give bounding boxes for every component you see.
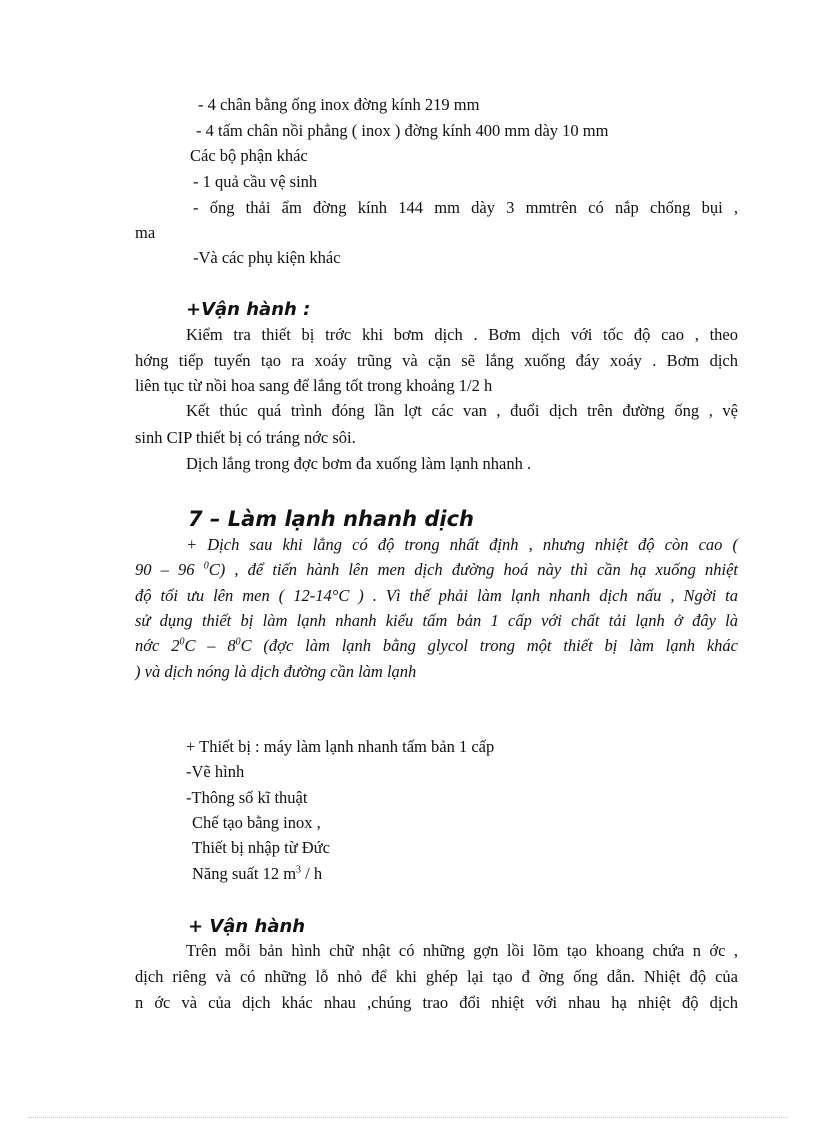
degree-sup: 0	[203, 560, 209, 572]
section7-line-2-pre: 90 – 96	[135, 560, 204, 579]
section7-line-6: ) và dịch nóng là dịch đường cần làm lạnh	[135, 662, 417, 681]
equipment-line-6	[192, 864, 322, 884]
section7-line-1: + Dịch sau khi lắng có độ trong nhất định , nhưng nhiệt độ còn cao (	[186, 535, 738, 554]
equipment-line-4: Chế tạo bằng inox ,	[192, 813, 321, 832]
equipment-line-6-post: / h	[301, 864, 323, 883]
equipment-line-2: -Vẽ hình	[186, 762, 245, 781]
operation1-line-2: hớng tiếp tuyến tạo ra xoáy trũng và cặn sẽ lắng xuống đáy xoáy . Bơm dịch	[135, 351, 738, 370]
section7-line-4: sử dụng thiết bị làm lạnh nhanh kiểu tấm bản 1 cấp với chất tải lạnh ở đây là	[135, 611, 738, 630]
operation-heading-1: +Vận hành :	[186, 299, 311, 320]
degree-sup-2: 0	[235, 636, 241, 648]
degree-sup-1: 0	[179, 636, 185, 648]
operation1-line-1: Kiểm tra thiết bị trớc khi bơm dịch . Bơm dịch với tốc độ cao , theo	[186, 325, 738, 344]
operation-heading-2: + Vận hành	[188, 916, 306, 937]
parts-line-4: - 1 quả cầu vệ sinh	[193, 172, 318, 191]
parts-line-3: Các bộ phận khác	[190, 146, 308, 165]
page-footer-rule	[28, 1117, 788, 1118]
cubic-sup: 3	[296, 864, 302, 876]
section7-line-2-post: C) , để tiến hành lên men dịch đường hoá này thì cần hạ xuống nhiệt	[208, 560, 739, 579]
parts-line-1: - 4 chân bằng ống inox đờng kính 219 mm	[198, 95, 480, 114]
parts-line-7: -Và các phụ kiện khác	[193, 248, 341, 267]
section-7-heading: 7 – Làm lạnh nhanh dịch	[188, 507, 474, 531]
operation1-line-4: Kết thúc quá trình đóng lần lợt các van , đuổi dịch trên đường ống , vệ	[186, 401, 738, 420]
equipment-line-1: + Thiết bị : máy làm lạnh nhanh tấm bản 1 cấp	[186, 737, 495, 756]
section7-line-2	[135, 560, 738, 580]
operation1-line-5: sinh CIP thiết bị có tráng nớc sôi.	[135, 428, 356, 447]
operation1-line-6: Dịch lắng trong đợc bơm đa xuống làm lạnh nhanh .	[186, 454, 532, 473]
operation1-line-3: liên tục từ nồi hoa sang để lắng tốt trong khoảng 1/2 h	[135, 376, 493, 395]
section7-line-5	[135, 636, 738, 656]
equipment-line-5: Thiết bị nhập từ Đức	[192, 838, 330, 857]
operation2-line-2: dịch riêng và có những lỗ nhỏ để khi ghép lại tạo đ ờng ống dẫn. Nhiệt độ của	[135, 967, 738, 986]
operation2-line-1: Trên mỗi bản hình chữ nhật có những gợn lồi lõm tạo khoang chứa n ớc ,	[186, 941, 738, 960]
equipment-line-3: -Thông số kĩ thuật	[186, 788, 308, 807]
section7-line-5-c: C (đợc làm lạnh bằng glycol trong một thiết bị làm lạnh khác	[240, 636, 738, 655]
section7-line-5-a: nớc 2	[135, 636, 180, 655]
section7-line-3: độ tối ưu lên men ( 12-14°C ) . Vì thế phải làm lạnh nhanh dịch nấu , Ngời ta	[135, 586, 738, 605]
operation2-line-3: n ớc và của dịch khác nhau ,chúng trao đổi nhiệt với nhau hạ nhiệt độ dịch	[135, 993, 738, 1012]
equipment-line-6-pre: Năng suất 12 m	[192, 864, 297, 883]
section7-line-5-b: C – 8	[184, 636, 236, 655]
parts-line-5: - ống thải ẩm đờng kính 144 mm dày 3 mmtrên có nắp chống bụi ,	[193, 198, 738, 217]
parts-line-6: ma	[135, 223, 156, 242]
parts-line-2: - 4 tấm chân nồi phẳng ( inox ) đờng kính 400 mm dày 10 mm	[196, 121, 609, 140]
